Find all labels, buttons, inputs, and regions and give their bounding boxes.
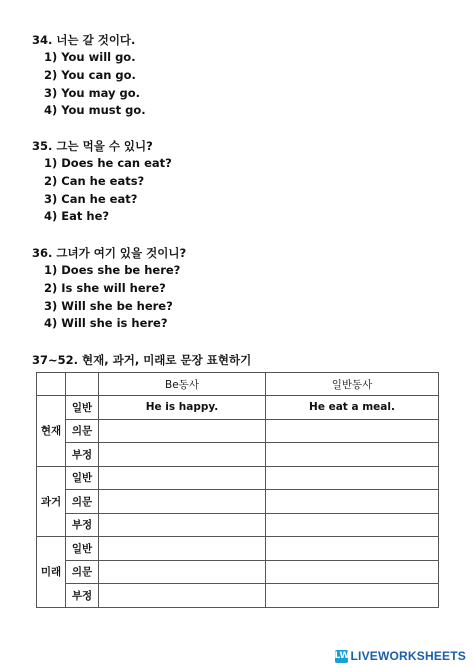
answer-cell[interactable]	[99, 537, 266, 561]
type-affirmative: 일반	[66, 396, 99, 420]
corner-cell	[37, 373, 66, 396]
table-row	[37, 396, 439, 420]
option-3[interactable]: 3) Will she be here?	[44, 298, 173, 313]
type-affirmative: 일반	[66, 466, 99, 490]
type-question: 의문	[66, 419, 99, 443]
type-negative: 부정	[66, 513, 99, 537]
answer-cell[interactable]	[266, 560, 439, 584]
answer-cell[interactable]	[99, 419, 266, 443]
table-row	[37, 584, 439, 608]
answer-cell[interactable]	[99, 513, 266, 537]
type-affirmative: 일반	[66, 537, 99, 561]
answer-cell[interactable]	[266, 584, 439, 608]
option-3[interactable]: 3) You may go.	[44, 85, 141, 100]
logo-mark-icon: LW	[334, 650, 350, 661]
logo-text: LIVEWORKSHEETS	[350, 649, 466, 663]
answer-cell[interactable]	[99, 466, 266, 490]
answer-cell[interactable]	[99, 560, 266, 584]
tense-table	[36, 372, 439, 608]
answer-cell[interactable]	[266, 537, 439, 561]
answer-cell[interactable]	[99, 584, 266, 608]
answer-cell[interactable]	[99, 490, 266, 514]
table-row	[37, 537, 439, 561]
type-negative: 부정	[66, 584, 99, 608]
table-row	[37, 443, 439, 467]
question-title: 34. 너는 갈 것이다.	[32, 33, 136, 47]
header-be-verb: Be동사	[99, 373, 266, 396]
table-row	[37, 419, 439, 443]
question-34	[32, 31, 146, 120]
table-row	[37, 490, 439, 514]
example-be: He is happy.	[99, 396, 266, 420]
header-general-verb: 일반동사	[266, 373, 439, 396]
answer-cell[interactable]	[266, 419, 439, 443]
option-2[interactable]: 2) Can he eats?	[44, 173, 145, 188]
option-1[interactable]: 1) Does he can eat?	[44, 156, 172, 170]
type-question: 의문	[66, 490, 99, 514]
question-35	[32, 137, 172, 226]
option-3[interactable]: 3) Can he eat?	[44, 191, 138, 206]
option-4[interactable]: 4) You must go.	[44, 103, 146, 118]
option-1[interactable]: 1) You will go.	[44, 50, 136, 64]
tense-future: 미래	[37, 537, 66, 608]
answer-cell[interactable]	[266, 490, 439, 514]
tense-past: 과거	[37, 466, 66, 537]
option-4[interactable]: 4) Will she is here?	[44, 316, 168, 331]
option-2[interactable]: 2) You can go.	[44, 67, 136, 82]
question-title: 36. 그녀가 여기 있을 것이니?	[32, 246, 187, 260]
tense-present: 현재	[37, 396, 66, 467]
table-row	[37, 466, 439, 490]
option-2[interactable]: 2) Is she will here?	[44, 280, 166, 295]
option-1[interactable]: 1) Does she be here?	[44, 263, 181, 277]
question-title: 35. 그는 먹을 수 있니?	[32, 139, 153, 153]
option-4[interactable]: 4) Eat he?	[44, 209, 110, 224]
table-header-row	[37, 373, 439, 396]
type-question: 의문	[66, 560, 99, 584]
answer-cell[interactable]	[99, 443, 266, 467]
answer-cell[interactable]	[266, 466, 439, 490]
table-row	[37, 560, 439, 584]
question-36	[32, 244, 186, 333]
corner-cell	[66, 373, 99, 396]
liveworksheets-logo[interactable]	[335, 649, 466, 663]
type-negative: 부정	[66, 443, 99, 467]
table-row	[37, 513, 439, 537]
answer-cell[interactable]	[266, 513, 439, 537]
answer-cell[interactable]	[266, 443, 439, 467]
example-general: He eat a meal.	[266, 396, 439, 420]
section-title: 37~52. 현재, 과거, 미래로 문장 표현하기	[32, 353, 252, 367]
